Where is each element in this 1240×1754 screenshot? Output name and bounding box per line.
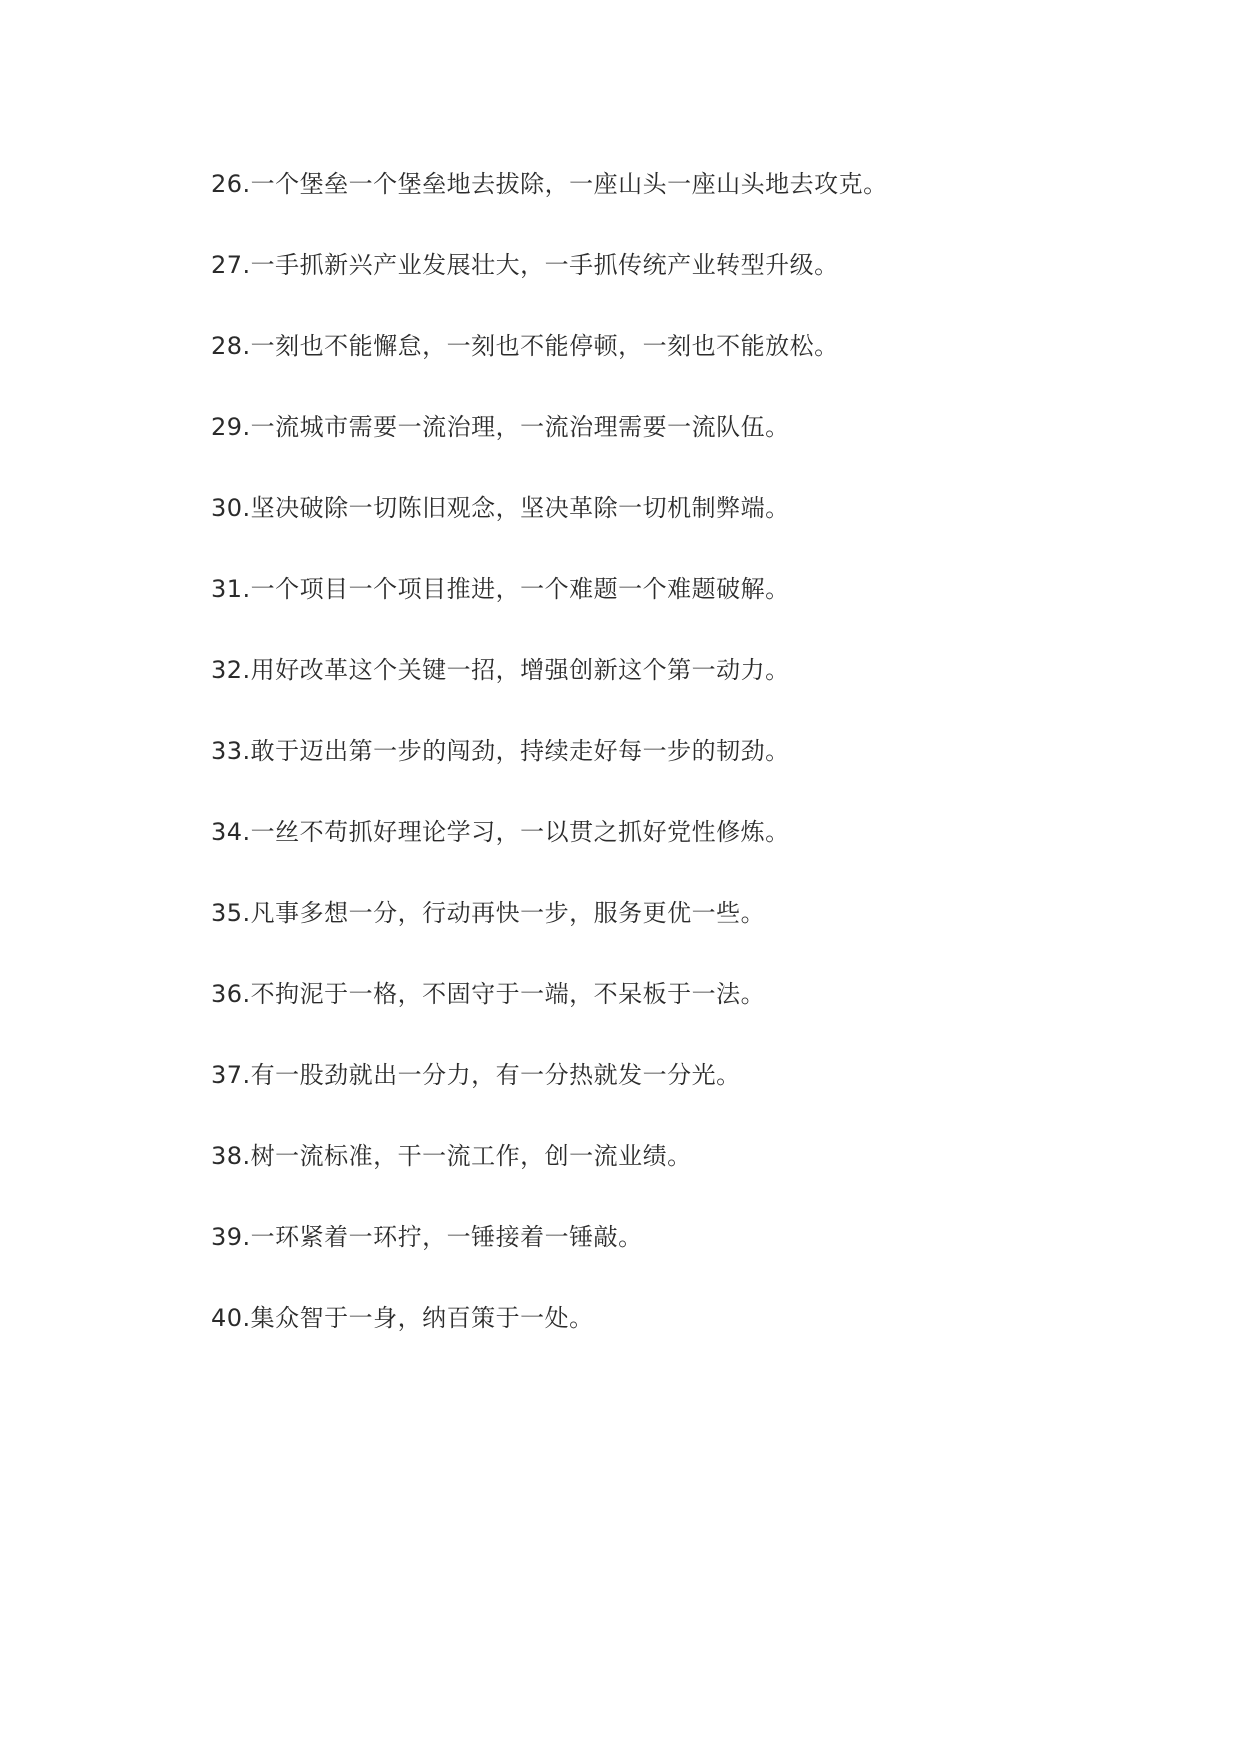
slogan-line-33: 33.敢于迈出第一步的闯劲，持续走好每一步的韧劲。 [211, 737, 790, 765]
slogan-line-36: 36.不拘泥于一格，不固守于一端，不呆板于一法。 [211, 980, 766, 1008]
slogan-line-31: 31.一个项目一个项目推进，一个难题一个难题破解。 [211, 575, 790, 603]
slogan-line-29: 29.一流城市需要一流治理，一流治理需要一流队伍。 [211, 413, 790, 441]
slogan-line-38: 38.树一流标准，干一流工作，创一流业绩。 [211, 1142, 692, 1170]
slogan-line-37: 37.有一股劲就出一分力，有一分热就发一分光。 [211, 1061, 741, 1089]
slogan-line-28: 28.一刻也不能懈怠，一刻也不能停顿，一刻也不能放松。 [211, 332, 839, 360]
slogan-line-26: 26.一个堡垒一个堡垒地去拔除，一座山头一座山头地去攻克。 [211, 170, 888, 198]
slogan-list [211, 170, 1211, 1385]
slogan-line-30: 30.坚决破除一切陈旧观念，坚决革除一切机制弊端。 [211, 494, 790, 522]
slogan-line-35: 35.凡事多想一分，行动再快一步，服务更优一些。 [211, 899, 766, 927]
slogan-line-27: 27.一手抓新兴产业发展壮大，一手抓传统产业转型升级。 [211, 251, 839, 279]
slogan-line-34: 34.一丝不苟抓好理论学习，一以贯之抓好党性修炼。 [211, 818, 790, 846]
slogan-line-40: 40.集众智于一身，纳百策于一处。 [211, 1304, 594, 1332]
slogan-line-32: 32.用好改革这个关键一招，增强创新这个第一动力。 [211, 656, 790, 684]
slogan-line-39: 39.一环紧着一环拧，一锤接着一锤敲。 [211, 1223, 643, 1251]
